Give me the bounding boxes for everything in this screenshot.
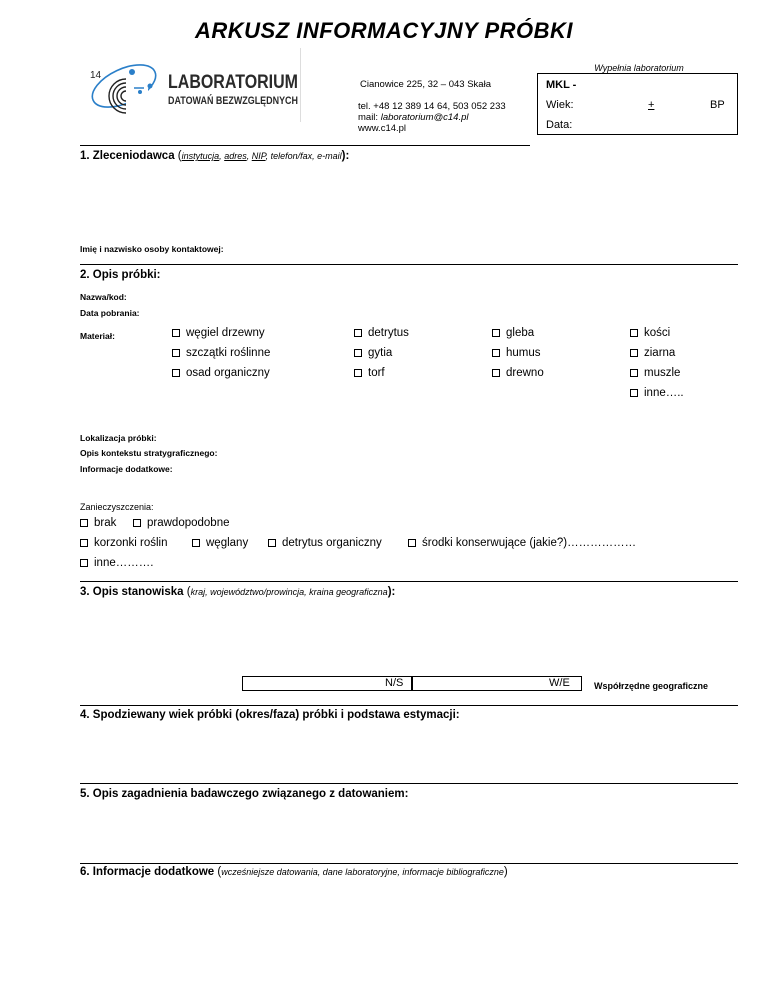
address-mail	[358, 112, 469, 123]
option-label: ziarna	[644, 347, 676, 359]
material-wegiel[interactable]	[172, 327, 265, 339]
option-label: torf	[368, 367, 385, 379]
form-title: ARKUSZ INFORMACYJNY PRÓBKI	[194, 18, 574, 43]
date-field[interactable]: Data:	[546, 119, 573, 131]
lab-box	[537, 73, 738, 135]
section6-rule	[80, 863, 738, 864]
checkbox-icon	[80, 519, 88, 527]
localization-label[interactable]: Lokalizacja próbki:	[80, 433, 157, 443]
coord-separator	[411, 676, 413, 691]
coordinates-box	[242, 676, 582, 691]
sample-date-label[interactable]: Data pobrania:	[80, 308, 140, 318]
option-label: gleba	[506, 327, 535, 339]
option-label: węglany	[206, 537, 249, 549]
option-label: gytia	[368, 347, 393, 359]
checkbox-icon	[630, 389, 638, 397]
section1-title	[80, 150, 349, 162]
s3-close: ):	[387, 586, 396, 598]
option-label: prawdopodobne	[147, 517, 230, 529]
contam-korzonki[interactable]	[80, 537, 168, 549]
material-humus[interactable]	[492, 347, 541, 359]
checkbox-icon	[172, 369, 180, 377]
checkbox-icon	[408, 539, 416, 547]
checkbox-icon	[630, 369, 638, 377]
lab-logo-emblem	[80, 52, 328, 122]
contam-detrytus[interactable]	[268, 537, 382, 549]
option-label: humus	[506, 347, 541, 359]
checkbox-icon	[630, 349, 638, 357]
option-label: muszle	[644, 367, 681, 379]
section5-rule	[80, 783, 738, 784]
material-drewno[interactable]	[492, 367, 544, 379]
option-label: korzonki roślin	[94, 537, 168, 549]
checkbox-icon	[80, 559, 88, 567]
s1-note-institution: instytucja	[181, 151, 220, 161]
contam-srodki[interactable]	[408, 537, 636, 549]
logo-number: 14	[90, 70, 102, 81]
material-detrytus[interactable]	[354, 327, 409, 339]
s1-comma1: ,	[219, 151, 225, 161]
address-street: Cianowice 225, 32 – 043 Skała	[360, 79, 491, 90]
logo-line1: LABORATORIUM	[168, 72, 298, 93]
s3-title-text: 3. Opis stanowiska	[80, 586, 184, 598]
checkbox-icon	[172, 349, 180, 357]
age-plusminus: +	[648, 99, 655, 111]
material-szczatki[interactable]	[172, 347, 270, 359]
checkbox-icon	[80, 539, 88, 547]
checkbox-icon	[133, 519, 141, 527]
material-gytia[interactable]	[354, 347, 392, 359]
option-label: brak	[94, 517, 117, 529]
mail-prefix: mail:	[358, 112, 381, 123]
checkbox-icon	[172, 329, 180, 337]
material-gleba[interactable]	[492, 327, 534, 339]
coord-we-field[interactable]: W/E	[549, 677, 570, 689]
section5-title: 5. Opis zagadnienia badawczego związanego z datowaniem:	[80, 788, 409, 800]
checkbox-icon	[492, 349, 500, 357]
section4-rule	[80, 705, 738, 706]
option-label: detrytus	[368, 327, 409, 339]
address-www[interactable]: www.c14.pl	[358, 123, 407, 134]
material-kosci[interactable]	[630, 327, 670, 339]
s3-open: (	[183, 586, 191, 598]
section3-rule	[80, 581, 738, 582]
contam-brak[interactable]	[80, 517, 116, 529]
checkbox-icon	[354, 369, 362, 377]
additional-info-label[interactable]: Informacje dodatkowe:	[80, 464, 173, 474]
sample-name-label[interactable]: Nazwa/kod:	[80, 292, 127, 302]
s6-title-text: 6. Informacje dodatkowe	[80, 866, 215, 878]
material-inne[interactable]	[630, 387, 684, 399]
s1-comma2: ,	[246, 151, 252, 161]
section1-rule	[80, 145, 530, 146]
option-label: kości	[644, 327, 671, 339]
section6-title	[80, 866, 508, 878]
option-label: detrytus organiczny	[282, 537, 382, 549]
header-divider	[300, 48, 301, 122]
section4-title: 4. Spodziewany wiek próbki (okres/faza) próbki i podstawa estymacji:	[80, 709, 460, 721]
checkbox-icon	[492, 329, 500, 337]
section2-title: 2. Opis próbki:	[80, 269, 161, 281]
lab-logo	[80, 52, 328, 122]
s3-note: kraj, województwo/prowincja, kraina geograficzna	[190, 587, 388, 597]
coord-ns-field[interactable]: N/S	[385, 677, 404, 689]
age-bp: BP	[710, 99, 725, 111]
address-phone: tel. +48 12 389 14 64, 503 052 233	[358, 101, 506, 112]
s1-note-address: adres	[224, 151, 247, 161]
option-label: środki konserwujące (jakie?)………………	[422, 537, 637, 549]
mail-link[interactable]: laboratorium@c14.pl	[380, 112, 469, 123]
s6-close: )	[503, 866, 508, 878]
mkl-field[interactable]: MKL -	[546, 79, 577, 91]
strat-context-label[interactable]: Opis kontekstu stratygraficznego:	[80, 448, 218, 458]
s1-note-nip: NIP	[251, 151, 266, 161]
checkbox-icon	[492, 369, 500, 377]
contam-inne[interactable]	[80, 557, 153, 569]
checkbox-icon	[192, 539, 200, 547]
s6-open: (	[214, 866, 222, 878]
option-label: drewno	[506, 367, 544, 379]
coordinates-label: Współrzędne geograficzne	[594, 681, 709, 691]
material-muszle[interactable]	[630, 367, 680, 379]
s1-open: (	[174, 150, 182, 162]
material-ziarna[interactable]	[630, 347, 675, 359]
checkbox-icon	[354, 329, 362, 337]
material-label: Materiał:	[80, 331, 115, 341]
contam-prawdopodobne[interactable]	[133, 517, 230, 529]
age-field[interactable]: Wiek:	[546, 99, 574, 111]
option-label: inne…..	[644, 387, 684, 399]
s1-title-text: 1. Zleceniodawca	[80, 150, 175, 162]
material-osad[interactable]	[172, 367, 270, 379]
checkbox-icon	[268, 539, 276, 547]
s1-note-contact: , telefon/fax, e-mail	[265, 151, 342, 161]
option-label: szczątki roślinne	[186, 347, 271, 359]
checkbox-icon	[354, 349, 362, 357]
option-label: inne……….	[94, 557, 154, 569]
option-label: węgiel drzewny	[186, 327, 265, 339]
section2-rule	[80, 264, 738, 265]
material-torf[interactable]	[354, 367, 385, 379]
lab-box-label: Wypełnia laboratorium	[594, 63, 684, 73]
contamination-label: Zanieczyszczenia:	[80, 502, 154, 512]
section3-title	[80, 586, 395, 598]
checkbox-icon	[630, 329, 638, 337]
logo-line2: DATOWAŃ BEZWZGLĘDNYCH	[168, 95, 328, 107]
contact-person-label[interactable]: Imię i nazwisko osoby kontaktowej:	[80, 244, 224, 254]
s6-note: wcześniejsze datowania, dane laboratoryjne, informacje bibliograficzne	[221, 867, 504, 877]
contam-weglany[interactable]	[192, 537, 248, 549]
option-label: osad organiczny	[186, 367, 270, 379]
s1-close: ):	[341, 150, 350, 162]
